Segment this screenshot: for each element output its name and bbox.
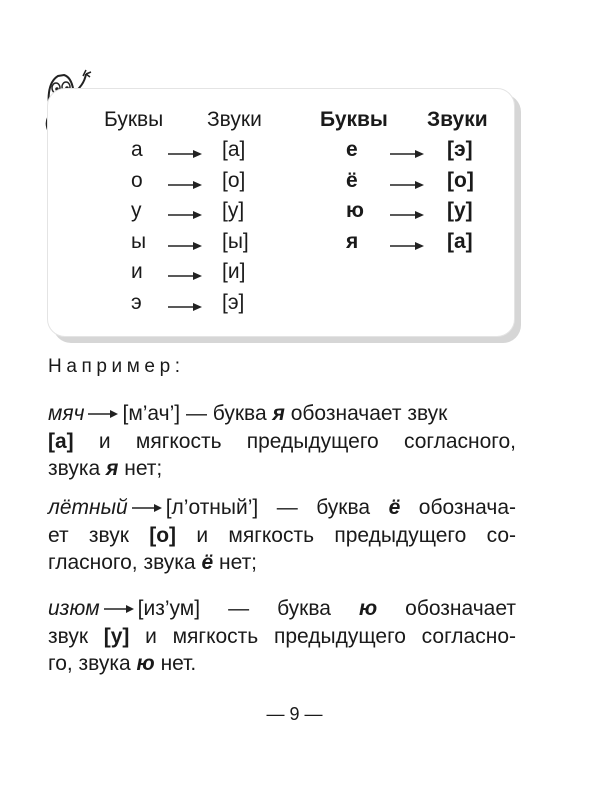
table-arrow — [390, 210, 424, 220]
example-text: гласного, звука — [48, 551, 196, 574]
example-text: обозначает — [405, 597, 516, 620]
table-sound: [э] — [222, 290, 245, 314]
left-header-letters: Буквы — [104, 108, 164, 131]
example-text: нет; — [218, 551, 258, 574]
right-header-sounds: Звуки — [427, 108, 488, 131]
table-sound: [о] — [222, 168, 246, 192]
example-sound: [а] — [48, 429, 74, 453]
table-letter: о — [131, 168, 143, 192]
example-letter: я — [106, 457, 119, 480]
table-letter: и — [131, 260, 143, 283]
example-text: обознача- — [418, 496, 516, 519]
example-transcription: [м’ач’] — [122, 402, 181, 425]
example-paragraph-1 — [48, 400, 516, 483]
arrow-icon — [168, 149, 202, 159]
example-letter: я — [272, 402, 285, 425]
table-sound: [и] — [222, 260, 246, 283]
example-text: нет; — [124, 457, 163, 480]
table-arrow — [390, 149, 424, 159]
page-number: — 9 — — [266, 704, 323, 724]
table-arrow — [168, 180, 202, 190]
arrow-icon — [390, 241, 424, 251]
table-sound: [а] — [447, 229, 473, 253]
arrow-icon — [168, 241, 202, 251]
example-letter: ю — [136, 652, 155, 675]
arrow-icon — [168, 210, 202, 220]
example-paragraph-2 — [48, 494, 516, 577]
right-header-letters: Буквы — [320, 108, 388, 131]
example-text: звук — [48, 624, 89, 648]
table-letter: ы — [131, 229, 147, 253]
table-sound: [а] — [222, 138, 246, 161]
table-arrow — [390, 241, 424, 251]
arrow-icon — [390, 180, 424, 190]
table-sound: [у] — [447, 199, 473, 222]
table-letter: а — [131, 138, 143, 161]
example-text: и мягкость предыдущего согласного, — [98, 429, 516, 453]
table-arrow — [168, 302, 202, 312]
arrow-icon — [390, 210, 424, 220]
example-paragraph-3 — [48, 595, 516, 678]
table-letter: у — [131, 199, 142, 222]
example-text: и мягкость предыдущего со- — [196, 523, 517, 547]
example-transcription: [л’отный’] — [165, 496, 259, 519]
arrow-icon — [390, 149, 424, 159]
example-text: звука — [48, 457, 101, 480]
table-arrow — [390, 180, 424, 190]
example-transcription: [из’ум] — [137, 597, 201, 620]
table-arrow — [168, 210, 202, 220]
example-text: и мягкость предыдущего согласно- — [145, 624, 516, 648]
example-word: лётный — [48, 496, 128, 519]
example-sound: [у] — [103, 624, 130, 648]
table-arrow — [168, 271, 202, 281]
table-sound: [у] — [222, 199, 245, 222]
example-dash: — буква — [276, 496, 371, 519]
example-word: мяч — [48, 402, 85, 425]
table-sound: [ы] — [222, 229, 249, 253]
table-arrow — [168, 149, 202, 159]
example-letter: ю — [358, 597, 378, 620]
example-title: Например: — [48, 356, 185, 377]
left-header-sounds: Звуки — [207, 108, 262, 131]
arrow-icon — [168, 302, 202, 312]
example-dash: — буква — [228, 597, 331, 620]
example-word: изюм — [48, 597, 100, 620]
table-letter: я — [346, 229, 359, 253]
table-letter: ю — [346, 199, 364, 222]
table-arrow — [168, 241, 202, 251]
example-letter: ё — [388, 496, 401, 519]
arrow-icon — [168, 180, 202, 190]
table-letter: ё — [346, 168, 358, 192]
table-letter: э — [131, 290, 142, 314]
arrow-icon — [132, 503, 162, 513]
example-text: ет звук — [48, 523, 129, 547]
example-text: обозначает звук — [290, 402, 448, 425]
arrow-icon — [168, 271, 202, 281]
table-sound: [э] — [447, 138, 473, 161]
arrow-icon — [88, 409, 118, 419]
example-dash: — буква — [185, 402, 267, 425]
example-text: го, звука — [48, 652, 131, 675]
table-sound: [о] — [447, 168, 474, 192]
arrow-icon — [104, 604, 134, 614]
example-sound: [о] — [149, 523, 177, 547]
example-text: нет. — [160, 652, 197, 675]
example-letter: ё — [201, 551, 214, 574]
table-letter: е — [346, 138, 358, 161]
